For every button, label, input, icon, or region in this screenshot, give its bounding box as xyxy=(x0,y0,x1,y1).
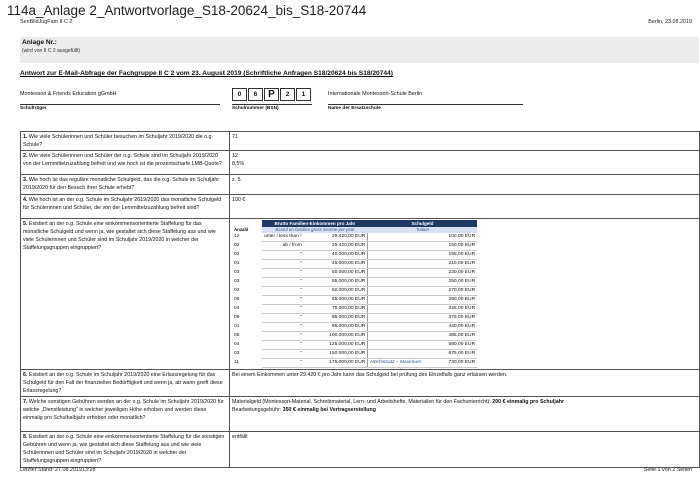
fee-row-extra xyxy=(368,251,423,260)
fee-row-count: 02 xyxy=(234,243,240,248)
question-row xyxy=(21,132,700,151)
fee-row-income: 55.000,00 EUR xyxy=(304,278,368,287)
anzahl-header: Anzahl xyxy=(232,227,262,233)
question-cell: 2. Wie viele Schülerinnen und Schüler der o.g. Schule sind im Schuljahr 2019/2020 von der Lernmittelzuzahlung befreit und wie hoch ist die prozentscharfe LMB-Quote? xyxy=(21,151,230,175)
question-cell: 7. Welche sonstigen Gebühren werden an der o.g. Schule im Schuljahr 2019/2020 für welche „Dienstleistung" in welcher jeweiligen Höhe erhoben und werden diese einmalig pro Schulhalbjahr erhoben oder monatlich? xyxy=(21,397,230,432)
fee-row-income: 60.000,00 EUR xyxy=(304,287,368,296)
fee-row-income: 40.000,00 EUR xyxy=(304,251,368,260)
fee-row-fee: 440,00 EUR xyxy=(423,323,477,332)
question-cell: 3. Wie hoch ist das reguläre monatliche Schulgeld, das die o.g. Schule im Schuljahr 2019/2020 für den Besuch ihrer Schule erhebt? xyxy=(21,175,230,195)
question-row xyxy=(21,195,700,219)
school-number-digit: 6 xyxy=(248,88,263,101)
income-subheader: Based on families gross income per year xyxy=(262,227,368,233)
fee-row-label: " xyxy=(262,350,304,359)
fee-table-row xyxy=(232,332,477,341)
school-name-label: Name der Ersatzschule xyxy=(328,106,381,111)
fee-row-count: 04 xyxy=(234,306,240,311)
fee-row-extra xyxy=(368,350,423,359)
answer-cell: Bei einem Einkommen unter 29.420 € pro Jahr kann das Schulgeld bei prüfung des Einzelfalls ganz erlassen werden. xyxy=(230,370,700,397)
fee-row-fee: 270,00 EUR xyxy=(423,287,477,296)
school-number-digit: 1 xyxy=(296,88,311,101)
fee-row-income: 45.000,00 EUR xyxy=(304,260,368,269)
school-number-digit: 2 xyxy=(280,88,295,101)
answer-cell: s. 5. xyxy=(230,175,700,195)
fee-row-count: 01 xyxy=(234,324,240,329)
fee-column-header: Schulgeld xyxy=(368,220,477,227)
fee-row-count: 01 xyxy=(234,261,240,266)
school-number-label: Schulnummer (BSN) xyxy=(232,106,279,111)
fee-row-count: 06 xyxy=(234,297,240,302)
fee-table-row xyxy=(232,305,477,314)
fee-row-income: 29.420,00 EUR xyxy=(304,242,368,251)
traeger-value: Montessori & Friends Education gGmbH xyxy=(20,91,117,97)
place-date: Berlin, 23.08.2019 xyxy=(648,19,692,25)
fee-row-income: 50.000,00 EUR xyxy=(304,269,368,278)
question-row xyxy=(21,151,700,175)
fee-row-income: 150.000,00 EUR xyxy=(304,350,368,359)
school-number-digit: 0 xyxy=(232,88,247,101)
traeger-label: Schulträger xyxy=(20,106,47,111)
fee-row-label: " xyxy=(262,314,304,323)
fee-row-label: " xyxy=(262,287,304,296)
fee-row-extra xyxy=(368,269,423,278)
fee-row-fee: 485,00 EUR xyxy=(423,332,477,341)
traeger-underline xyxy=(20,104,220,105)
question-row xyxy=(21,370,700,397)
fee-row-income: 75.000,00 EUR xyxy=(304,305,368,314)
fee-row-label: " xyxy=(262,305,304,314)
school-name-underline xyxy=(328,104,523,105)
fee-table-row xyxy=(232,359,477,368)
fee-subheader: Tuition xyxy=(368,227,477,233)
fee-row-income: 65.000,00 EUR xyxy=(304,296,368,305)
fee-row-label: " xyxy=(262,323,304,332)
fee-row-label: " xyxy=(262,359,304,368)
fee-table-row xyxy=(232,278,477,287)
fee-table-row xyxy=(232,350,477,359)
fee-row-fee: 675,00 EUR xyxy=(423,350,477,359)
income-column-header: Brutto Familien-Einkommen pro Jahr xyxy=(262,220,368,227)
fee-table-row xyxy=(232,242,477,251)
answer-cell: 12 8,5% xyxy=(230,151,700,175)
answer-cell: 71 xyxy=(230,132,700,151)
questions-table xyxy=(20,131,700,468)
fee-row-count: 06 xyxy=(234,315,240,320)
fee-table-row xyxy=(232,269,477,278)
question-cell: 5. Existiert an der o.g. Schule eine einkommensorientierte Staffelung für das monatliche Schulgeld und wenn ja, wie gestaltet sich diese Staffelung aus und wie viele Schülerinnen und Schüler sind im Schuljahr 2019/2020 in welcher der Staffelungsgruppen eingruppiert? xyxy=(21,219,230,370)
anlage-box xyxy=(20,37,699,63)
fee-row-fee: 730,00 EUR xyxy=(423,359,477,368)
fee-row-extra xyxy=(368,341,423,350)
fee-row-fee: 375,00 EUR xyxy=(423,314,477,323)
fee-row-income: 175.000,00 EUR xyxy=(304,359,368,368)
fee-row-label: " xyxy=(262,251,304,260)
fee-row-income: 85.000,00 EUR xyxy=(304,314,368,323)
fee-table-row xyxy=(232,296,477,305)
fee-row-count: 04 xyxy=(234,342,240,347)
fee-row-income: 125.000,00 EUR xyxy=(304,341,368,350)
fee-row-fee: 230,00 EUR xyxy=(423,269,477,278)
fee-table-row xyxy=(232,260,477,269)
anlage-note: (wird von II C 2 ausgefüllt) xyxy=(22,48,81,54)
fee-table-row xyxy=(232,251,477,260)
fee-row-extra xyxy=(368,323,423,332)
fee-row-count: 12 xyxy=(234,234,240,240)
fee-row-label: ab / from xyxy=(262,242,304,251)
fee-row-income: 29.420,00 EUR xyxy=(304,233,368,242)
fee-row-extra xyxy=(368,296,423,305)
anlage-label: Anlage Nr.: xyxy=(22,39,57,46)
answer-cell: 100 € xyxy=(230,195,700,219)
fee-row-extra: Höchstsatz – Maximum xyxy=(368,359,423,368)
fee-row-extra xyxy=(368,305,423,314)
fee-row-label: " xyxy=(262,278,304,287)
fee-table xyxy=(232,220,477,368)
fee-row-count: 05 xyxy=(234,333,240,338)
fee-table-row xyxy=(232,233,477,242)
fee-row-label: " xyxy=(262,260,304,269)
fee-row-count: 03 xyxy=(234,351,240,356)
fee-row-label: " xyxy=(262,341,304,350)
fee-row-count: 02 xyxy=(234,252,240,257)
fee-table-row xyxy=(232,287,477,296)
fee-row-extra xyxy=(368,278,423,287)
question-row xyxy=(21,397,700,432)
fee-row-label: " xyxy=(262,269,304,278)
footer-page-number: Seite 1 von 2 Seiten xyxy=(643,467,692,473)
fee-row-extra xyxy=(368,260,423,269)
fee-row-label: " xyxy=(262,296,304,305)
fee-row-count: 02 xyxy=(234,288,240,293)
page-headline: Antwort zur E-Mail-Abfrage der Fachgruppe II C 2 vom 23. August 2019 (Schriftliche Anfragen S18/20624 bis S18/20744) xyxy=(20,70,393,77)
fee-row-fee: 210,00 EUR xyxy=(423,260,477,269)
answer-cell xyxy=(230,219,700,370)
fee-row-fee: 325,00 EUR xyxy=(423,305,477,314)
question-cell: 1. Wie viele Schülerinnen und Schüler besuchen im Schuljahr 2019/2020 die o.g. Schule? xyxy=(21,132,230,151)
question-row xyxy=(21,432,700,468)
question-cell: 6. Existiert an der o.g. Schule im Schuljahr 2019/2020 eine Erlassregelung für das Schulgeld für den Fall der finanziellen Bedürftigkeit und wenn ja, ab wann greift diese Erlassregelung? xyxy=(21,370,230,397)
fee-table-row xyxy=(232,314,477,323)
fee-table-header xyxy=(232,220,477,227)
fee-row-count: 03 xyxy=(234,270,240,275)
fee-row-label: unter / less than ¹ xyxy=(262,233,304,242)
fee-row-fee: 250,00 EUR xyxy=(423,278,477,287)
school-number-digit: P xyxy=(264,88,279,101)
footer-last-update: Letzter Stand: 27.08.201913:28 xyxy=(20,467,96,473)
fee-row-income: 95.000,00 EUR xyxy=(304,323,368,332)
number-underline xyxy=(232,104,312,105)
fee-row-fee: 100,00 EUR xyxy=(423,233,477,242)
document-title: 114a_Anlage 2_Antwortvorlage_S18-20624_bis_S18-20744 xyxy=(7,3,367,18)
fee-table-row xyxy=(232,341,477,350)
fee-row-extra xyxy=(368,332,423,341)
fee-row-fee: 290,00 EUR xyxy=(423,296,477,305)
question-row xyxy=(21,175,700,195)
fee-row-fee: 195,00 EUR xyxy=(423,251,477,260)
answer-cell: entfällt xyxy=(230,432,700,468)
question-cell: 4. Wie hoch ist an der o.g. Schule im Schuljahr 2019/2020 das monatliche Schulgeld für Schülerinnen und Schüler, die von der Lernmittelzuzahlung befreit sind? xyxy=(21,195,230,219)
fee-row-income: 100.000,00 EUR xyxy=(304,332,368,341)
fee-table-row xyxy=(232,323,477,332)
fee-row-fee: 150,00 EUR xyxy=(423,242,477,251)
question-cell: 8. Existiert an der o.g. Schule eine einkommensorientierte Staffelung für die sonstigen Gebühren und wenn ja, wie gestaltet sich diese Staffelung aus und wie viele Schülerinnen und Schüler sind im Schuljahr 2019/2020 in welcher der Staffelungsgruppen eingruppiert? xyxy=(21,432,230,468)
fee-row-extra xyxy=(368,233,423,242)
fee-row-extra xyxy=(368,242,423,251)
fee-row-fee: 590,00 EUR xyxy=(423,341,477,350)
answer-cell: Materialgeld (Montessori-Material, Schreibmaterial, Lern- und Arbeitshefte, Materialien für den Fachunterricht): 200 € einmalig pro Schuljahr Bearbeitungsgebühr: 350 € einmalig bei Vertragserstellung xyxy=(230,397,700,432)
school-name-value: Internationale Montessori-Schule Berlin xyxy=(328,91,423,97)
fee-row-extra xyxy=(368,314,423,323)
fee-row-label: " xyxy=(262,332,304,341)
fee-row-extra xyxy=(368,287,423,296)
fee-row-count: 11 xyxy=(234,360,240,365)
fee-row-count: 03 xyxy=(234,279,240,284)
question-row xyxy=(21,219,700,370)
department-label: SenBildJugFam II C 2 xyxy=(20,19,73,25)
